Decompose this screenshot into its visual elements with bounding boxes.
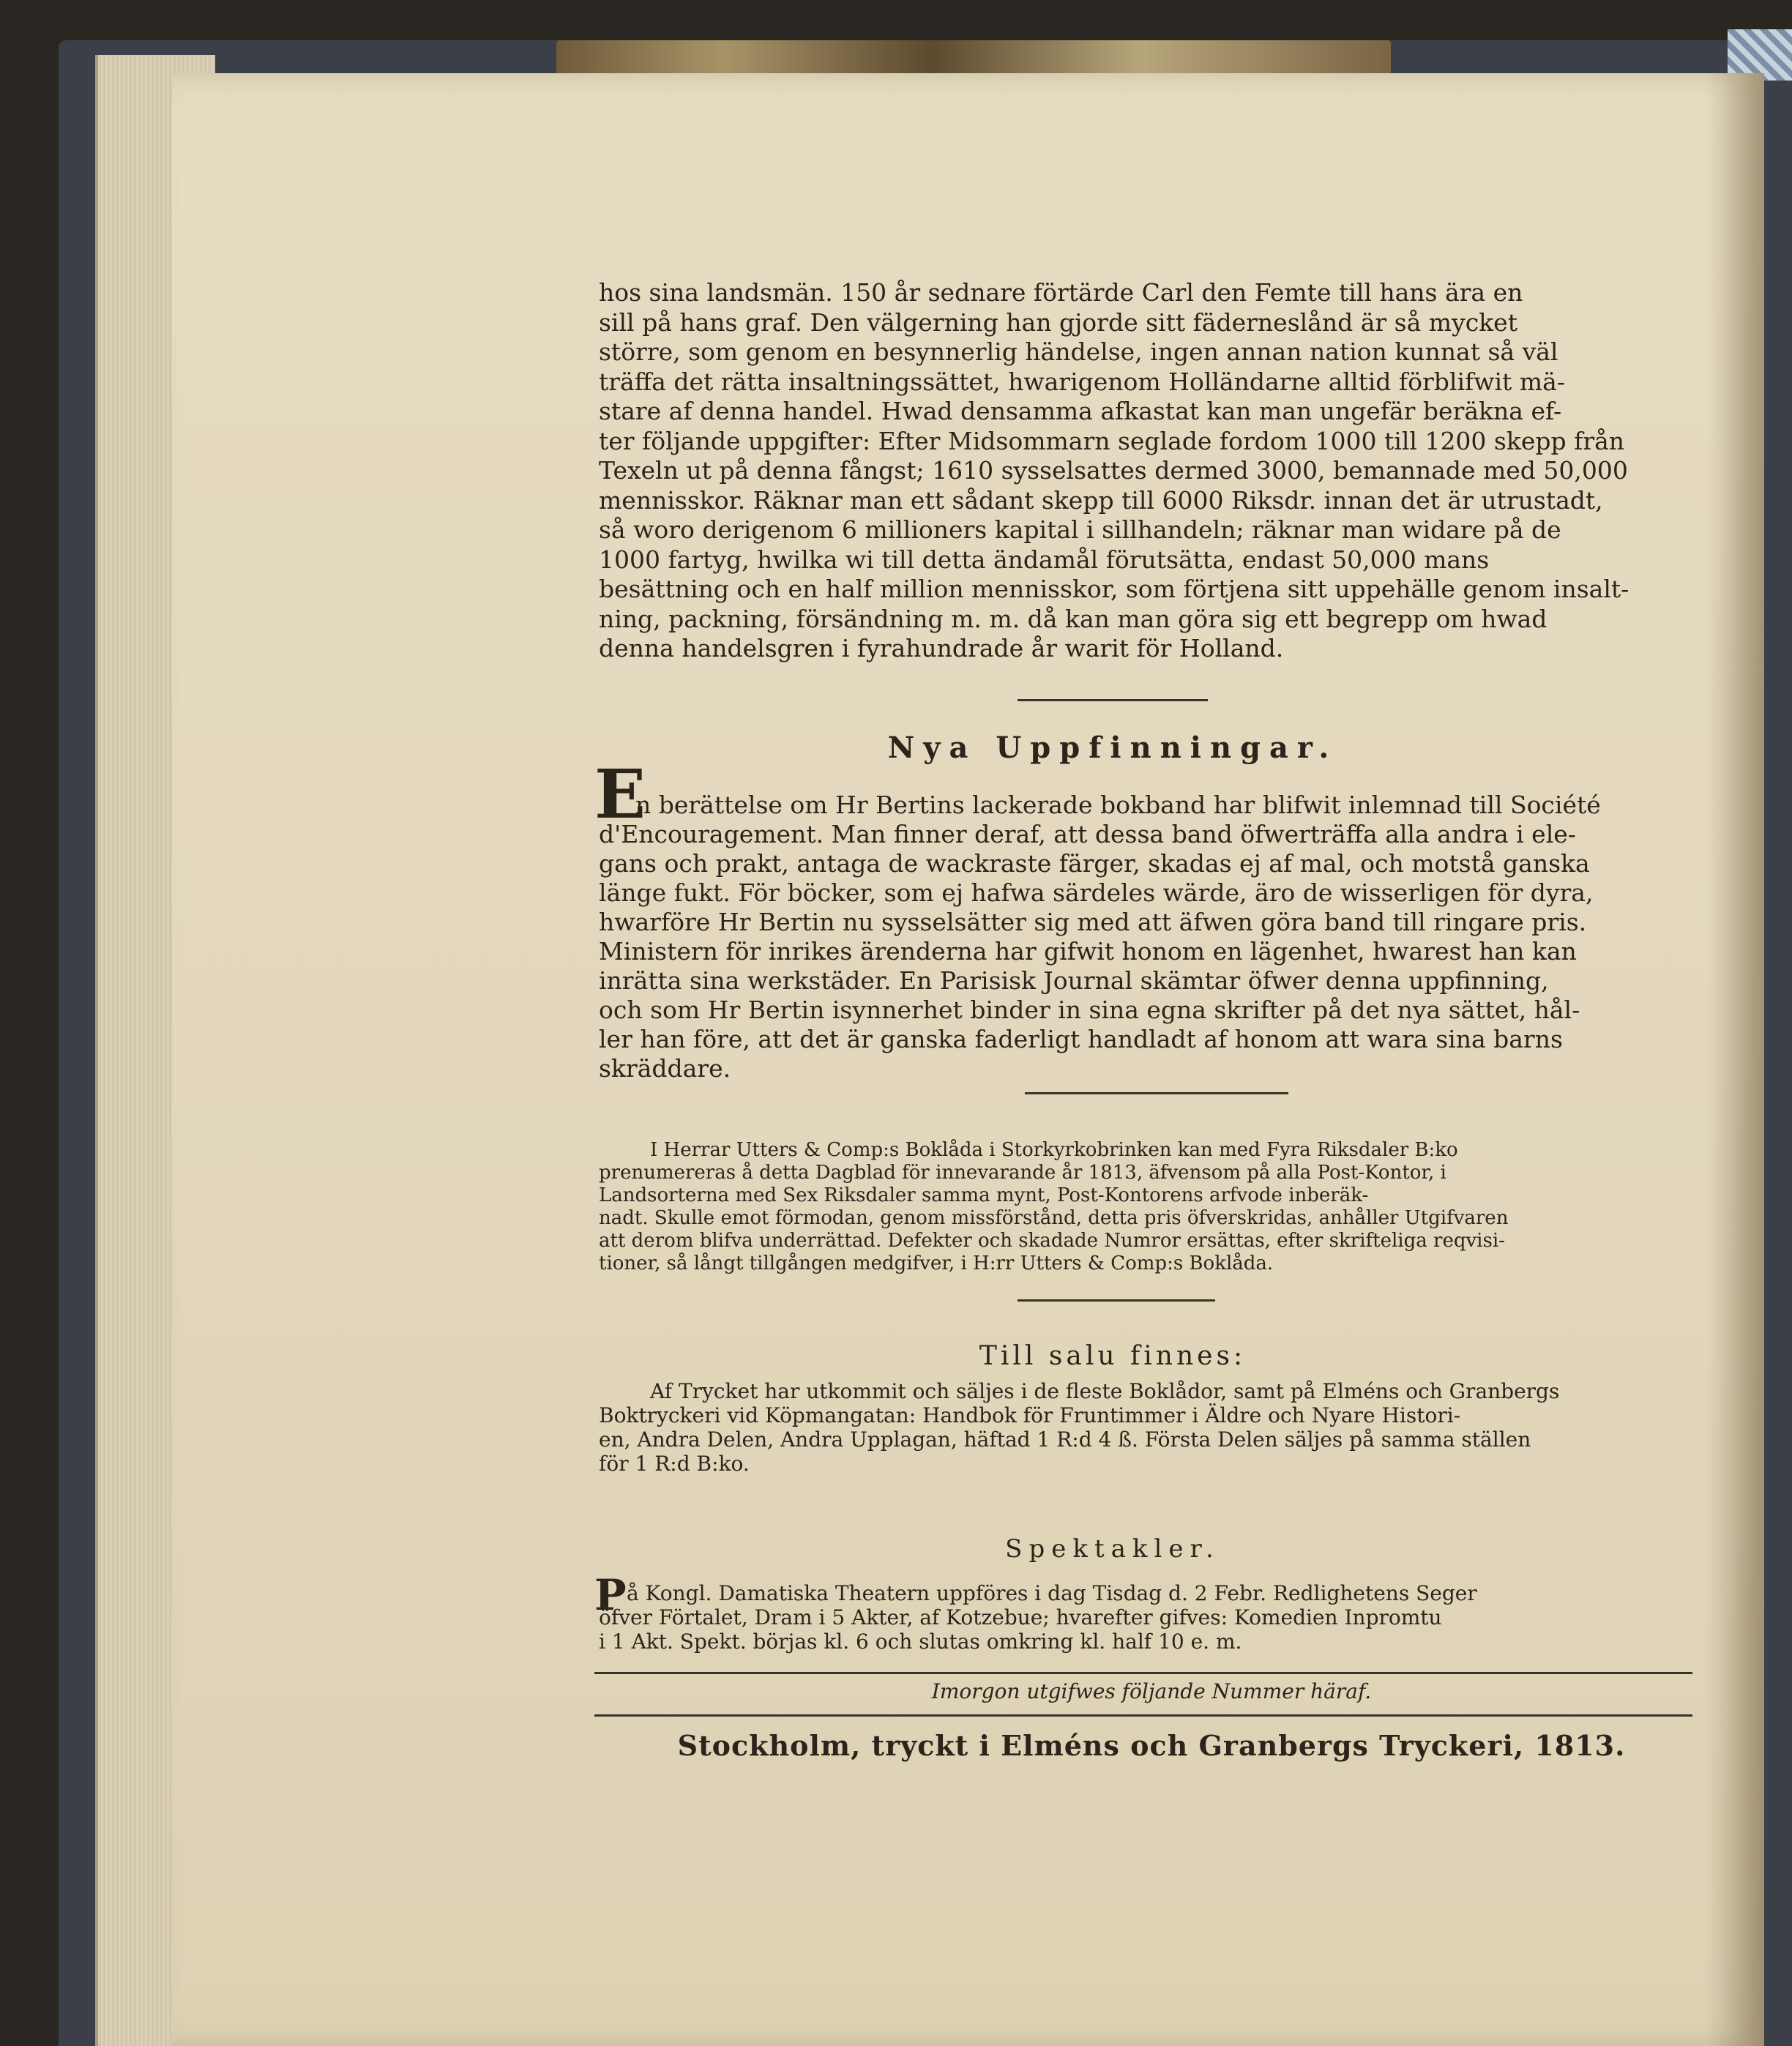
text-line: Ministern för inrikes ärenderna har gifwit honom en lägenhet, hwarest han kan <box>599 937 1577 966</box>
text-line: denna handelsgren i fyrahundrade år warit för Holland. <box>599 634 1284 662</box>
text-line: d'Encouragement. Man finner deraf, att dessa band öfwerträffa alla andra i ele- <box>599 820 1576 848</box>
text-line: stare af denna handel. Hwad densamma afkastat kan man ungefär beräkna ef- <box>599 397 1562 425</box>
text-line: inrätta sina werkstäder. En Parisisk Journal skämtar öfwer denna uppfinning, <box>599 966 1549 995</box>
section-divider <box>1018 1299 1215 1302</box>
text-line: och som Hr Bertin isynnerhet binder in sina egna skrifter på det nya sättet, hål- <box>599 996 1580 1024</box>
drop-cap: P <box>594 1570 627 1620</box>
footer-rule-top <box>594 1672 1692 1674</box>
subscription-notice <box>599 1139 1704 1275</box>
text-line: ter följande uppgifter: Efter Midsommarn seglade fordom 1000 till 1200 skepp från <box>599 426 1625 455</box>
article-nya <box>599 760 1704 1083</box>
text-line: 1000 fartyg, hwilka wi till detta ändamål förutsätta, endast 50,000 mans <box>599 545 1490 574</box>
text-line: å Kongl. Damatiska Theatern uppföres i dag Tisdag d. 2 Febr. Redlighetens Seger <box>627 1581 1477 1605</box>
text-line: sill på hans graf. Den välgerning han gjorde sitt fäderneslånd är så mycket <box>599 307 1517 337</box>
section-divider <box>1018 699 1208 701</box>
text-line: öfver Förtalet, Dram i 5 Akter, af Kotzebue; hvarefter gifves: Komedien Inpromtu <box>599 1605 1442 1629</box>
page-gutter-shadow <box>1706 73 1764 2046</box>
text-line: en, Andra Delen, Andra Upplagan, häftad 1 R:d 4 ß. Första Delen säljes på samma ställen <box>599 1427 1531 1452</box>
text-line: att derom blifva underrättad. Defekter och skadade Numror ersättas, efter skrifteliga reqvisi- <box>599 1230 1505 1252</box>
section-heading-till-salu: Till salu finnes: <box>979 1341 1247 1371</box>
footer-rule-bottom <box>594 1714 1692 1717</box>
text-line: besättning och en half million mennisskor, som förtjena sitt uppehälle genom insalt- <box>599 575 1629 603</box>
text-line: nadt. Skulle emot förmodan, genom missförstånd, detta pris öfverskridas, anhåller Utgifvaren <box>599 1207 1509 1229</box>
text-line: Landsorterna med Sex Riksdaler samma mynt, Post-Kontorens arfvode inberäk- <box>599 1184 1369 1206</box>
section-divider <box>1025 1092 1288 1094</box>
text-line: träffa det rätta insaltningssättet, hwarigenom Holländarne alltid förblifwit mä- <box>599 367 1565 396</box>
text-line: för 1 R:d B:ko. <box>599 1452 750 1476</box>
text-line: Texeln ut på denna fångst; 1610 sysselsattes dermed 3000, bemannade med 50,000 <box>599 456 1628 485</box>
text-line: så woro derigenom 6 millioners kapital i sillhandeln; räknar man widare på de <box>599 515 1561 544</box>
text-line: större, som genom en besynnerlig händelse, ingen annan nation kunnat så väl <box>599 337 1558 366</box>
text-line: n berättelse om Hr Bertins lackerade bokband har blifwit inlemnad till Société <box>635 791 1601 819</box>
text-line: skräddare. <box>599 1054 731 1083</box>
article-end <box>599 278 1704 664</box>
for-sale-notice <box>599 1379 1704 1476</box>
text-line: prenumereras å detta Dagblad för innevarande år 1813, äfvensom på alla Post-Kontor, i <box>599 1162 1446 1184</box>
text-line: ning, packning, försändning m. m. då kan man göra sig ett begrepp om hwad <box>599 604 1548 633</box>
section-heading-spektakler: Spektakler. <box>1005 1534 1220 1564</box>
text-line: mennisskor. Räknar man ett sådant skepp till 6000 Riksdr. innan det är utrustadt, <box>599 485 1603 515</box>
text-line: gans och prakt, antaga de wackraste färger, skadas ej af mal, och motstå ganska <box>599 849 1590 878</box>
drop-cap: E <box>594 755 646 834</box>
printer-imprint: Stockholm, tryckt i Elméns och Granbergs Tryckeri, 1813. <box>677 1729 1626 1762</box>
text-line: hwarföre Hr Bertin nu sysselsätter sig med att äfwen göra band till ringare pris. <box>599 908 1587 936</box>
text-line: I Herrar Utters & Comp:s Boklåda i Storkyrkobrinken kan med Fyra Riksdaler B:ko <box>650 1139 1458 1161</box>
text-line: länge fukt. För böcker, som ej hafwa särdeles wärde, äro de wisserligen för dyra, <box>599 878 1594 907</box>
theatre-notice <box>599 1581 1704 1654</box>
text-line: tioner, så långt tillgången medgifver, i H:rr Utters & Comp:s Boklåda. <box>599 1252 1274 1274</box>
text-line: Boktryckeri vid Köpmangatan: Handbok för Fruntimmer i Äldre och Nyare Histori- <box>599 1403 1461 1427</box>
next-issue-notice: Imorgon utgifwes följande Nummer häraf. <box>931 1679 1372 1703</box>
text-line: ler han före, att det är ganska faderligt handladt af honom att wara sina barns <box>599 1025 1563 1053</box>
text-line: i 1 Akt. Spekt. börjas kl. 6 och slutas omkring kl. half 10 e. m. <box>599 1629 1242 1654</box>
section-heading-nya: Nya Uppfinningar. <box>887 731 1338 765</box>
text-line: hos sina landsmän. 150 år sednare förtärde Carl den Femte till hans ära en <box>599 278 1523 307</box>
top-binding <box>556 40 1391 77</box>
text-line: Af Trycket har utkommit och säljes i de fleste Boklådor, samt på Elméns och Granbergs <box>650 1379 1560 1403</box>
